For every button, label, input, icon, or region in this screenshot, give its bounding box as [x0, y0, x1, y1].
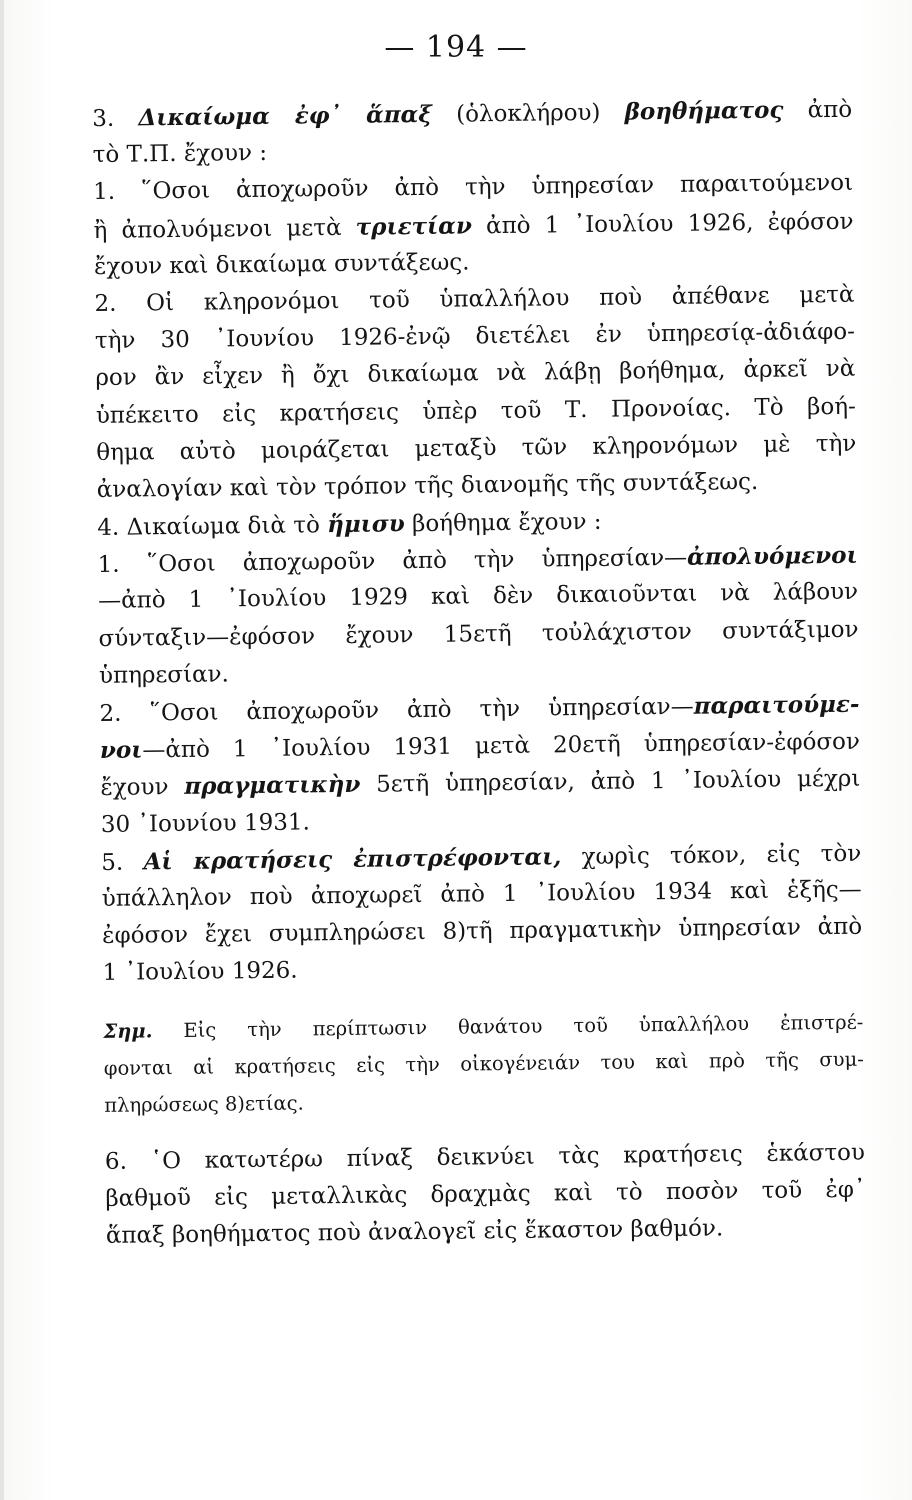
emphasis-text: Δικαίωμα ἐφ᾿ ἅπαξ: [138, 100, 433, 132]
text-run: τὸ Τ.Π. ἔχουν :: [92, 140, 268, 169]
text-run: τὴν 30 ᾿Ιουνίου 1926-ἐνῷ διετέλει ἐν ὑπηρεσίᾳ-ἀδιάφο-: [94, 318, 856, 355]
emphasis-text: νοι: [99, 736, 143, 765]
text-run: ἔχουν: [100, 774, 185, 802]
emphasis-text: παραιτούμε-: [693, 690, 860, 720]
text-run: χωρὶς τόκον, εἰς τὸν: [561, 840, 862, 871]
text-run: σύνταξιν—ἐφόσον ἔχουν 15ετῆ τοὐλάχιστον συντάξιμον: [98, 616, 859, 652]
text-run: ὑπάλληλον ποὺ ἀποχωρεῖ ἀπὸ 1 ᾿Ιουλίου 1934 καὶ ἑξῆς—: [101, 876, 862, 912]
text-run: 30 ᾿Ιουνίου 1931.: [100, 808, 310, 838]
text-run: ἔχουν καὶ δικαίωμα συντάξεως.: [93, 249, 470, 280]
text-run: (ὁλοκλήρου): [431, 99, 625, 128]
text-run: ὑπηρεσίαν.: [98, 661, 230, 689]
text-run: 5.: [101, 849, 144, 876]
text-run: ὑπέκειτο εἰς κρατήσεις ὑπὲρ τοῦ Τ. Προνοίας. Τὸ βοή-: [95, 393, 856, 429]
section-s3: [92, 91, 857, 509]
section-note: [103, 983, 865, 1123]
section-s5: [101, 834, 863, 992]
text-run: φονται αἱ κρατήσεις εἰς τὴν οἰκογένειάν του καὶ πρὸ τῆς συμ-: [103, 1047, 864, 1080]
text-run: 1. ῞Οσοι ἀποχωροῦν ἀπὸ τὴν ὑπηρεσίαν—: [97, 545, 688, 579]
emphasis-text: βοηθήματος: [624, 96, 784, 126]
text-run: βαθμοῦ εἰς μεταλλικὰς δραχμὰς καὶ τὸ ποσὸν τοῦ ἐφ᾿: [105, 1176, 866, 1212]
text-run: 5ετῆ ὑπηρεσίαν, ἀπὸ 1 ᾿Ιουλίου μέχρι: [360, 766, 861, 799]
text-run: ἀπὸ 1 ᾿Ιουλίου 1926, ἐφόσον: [471, 208, 854, 239]
emphasis-text: ἥμισυ: [326, 510, 405, 539]
text-run: ρον ἂν εἶχεν ἢ ὄχι δικαίωμα νὰ λάβῃ βοήθημα, ἀρκεῖ νὰ: [95, 356, 856, 392]
text-run: ἢ ἀπολυόμενοι μετὰ: [93, 214, 356, 244]
text-run: ἀναλογίαν καὶ τὸν τρόπον τῆς διανομῆς τῆς συντάξεως.: [96, 468, 759, 503]
text-run: Εἰς τὴν περίπτωσιν θανάτου τοῦ ὑπαλλήλου ἐπιστρέ-: [152, 1010, 864, 1042]
emphasis-text: ἀπολυόμενοι: [686, 541, 858, 572]
body-text: [92, 91, 866, 1255]
text-run: 2. ῞Οσοι ἀποχωροῦν ἀπὸ τὴν ὑπηρεσίαν—: [99, 693, 694, 727]
page-edge-shadow: [0, 0, 4, 1500]
text-run: 1 ᾿Ιουλίου 1926.: [102, 957, 298, 987]
emphasis-text: τριετίαν: [355, 211, 473, 241]
emphasis-text: Σημ.: [103, 1018, 153, 1043]
text-run: βοήθημα ἔχουν :: [404, 508, 602, 538]
section-s4: [97, 500, 861, 844]
emphasis-text: Αἱ κρατήσεις ἐπιστρέφονται,: [143, 843, 562, 876]
text-run: 1. ῞Οσοι ἀποχωροῦν ἀπὸ τὴν ὑπηρεσίαν παραιτούμενοι: [92, 170, 854, 206]
text-run: ἅπαξ βοηθήματος ποὺ ἀναλογεῖ εἰς ἕκαστον βαθμόν.: [105, 1215, 724, 1249]
text-run: 3.: [92, 105, 139, 132]
text-run: 4. Δικαίωμα διὰ τὸ: [97, 512, 328, 542]
text-run: —ἀπὸ 1 ᾿Ιουλίου 1931 μετὰ 20ετῆ ὑπηρεσίαν-ἐφόσον: [142, 728, 861, 764]
text-run: 2. Οἱ κληρονόμοι τοῦ ὑπαλλήλου ποὺ ἀπέθανε μετὰ: [94, 281, 855, 317]
text-run: —ἀπὸ 1 ᾿Ιουλίου 1929 καὶ δὲν δικαιοῦνται νὰ λάβουν: [97, 579, 859, 615]
page-number: — 194 —: [384, 30, 528, 65]
text-run: θημα αὐτὸ μοιράζεται μεταξὺ τῶν κληρονόμων μὲ τὴν: [96, 430, 857, 466]
section-s6: [105, 1114, 867, 1255]
emphasis-text: πραγματικὴν: [184, 771, 361, 801]
text-run: ἀπὸ: [783, 96, 853, 124]
text-run: ἐφόσον ἔχει συμπληρώσει 8)τῆ πραγματικὴν ὑπηρεσίαν ἀπὸ: [102, 913, 863, 950]
text-run: πληρώσεως 8)ετίας.: [104, 1090, 304, 1117]
text-run: 6. ῾Ο κατωτέρω πίναξ δεικνύει τὰς κρατήσεις ἑκάστου: [104, 1139, 866, 1175]
